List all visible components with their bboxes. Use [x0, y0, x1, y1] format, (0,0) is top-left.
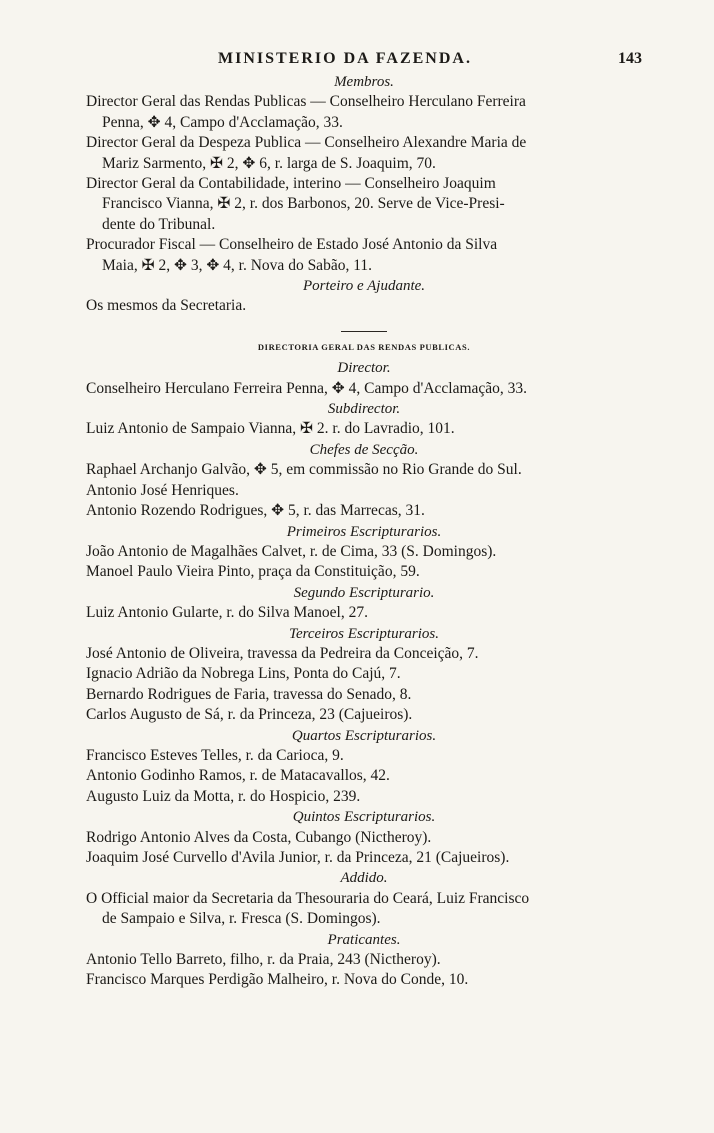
group-heading: Director.	[337, 360, 391, 377]
page-body	[86, 72, 642, 991]
person-line: José Antonio de Oliveira, travessa da Pedreira da Conceição, 7.	[86, 644, 479, 662]
group-heading: Segundo Escripturario.	[293, 584, 435, 601]
group-heading: Quartos Escripturarios.	[291, 727, 437, 744]
addido-entry	[86, 889, 642, 930]
group-heading: Primeiros Escripturarios.	[286, 523, 442, 540]
person-line: Francisco Esteves Telles, r. da Carioca, 9.	[86, 746, 344, 764]
group-heading: Terceiros Escripturarios.	[288, 625, 439, 642]
entry-line: Director Geral da Despeza Publica — Conselheiro Alexandre Maria de	[86, 134, 527, 152]
entry-line: Penna, ✥ 4, Campo d'Acclamação, 33.	[102, 113, 343, 131]
membro-entry	[86, 92, 642, 133]
entry-line: Director Geral da Contabilidade, interino — Conselheiro Joaquim	[86, 175, 496, 193]
person-line: Bernardo Rodrigues de Faria, travessa do Senado, 8.	[86, 685, 412, 703]
person-line: Joaquim José Curvello d'Avila Junior, r. da Princeza, 21 (Cajueiros).	[86, 849, 510, 867]
person-line: Conselheiro Herculano Ferreira Penna, ✥ 4, Campo d'Acclamação, 33.	[86, 379, 528, 397]
group-heading: Chefes de Secção.	[309, 441, 419, 458]
entry-line: dente do Tribunal.	[102, 215, 216, 233]
entry-line: Director Geral das Rendas Publicas — Conselheiro Herculano Ferreira	[86, 93, 526, 111]
person-line: Antonio Tello Barreto, filho, r. da Praia, 243 (Nictheroy).	[86, 951, 441, 969]
person-line: Manoel Paulo Vieira Pinto, praça da Constituição, 59.	[86, 563, 420, 581]
person-line: Antonio José Henriques.	[86, 481, 239, 499]
entry-line: Procurador Fiscal — Conselheiro de Estado José Antonio da Silva	[86, 236, 498, 254]
porteiro-heading: Porteiro e Ajudante.	[302, 278, 426, 295]
section-divider	[341, 331, 387, 332]
porteiro-text: Os mesmos da Secretaria.	[86, 297, 247, 315]
membro-entry	[86, 174, 642, 235]
page-number: 143	[618, 50, 642, 67]
person-line: Antonio Godinho Ramos, r. de Matacavallos, 42.	[86, 767, 390, 785]
person-line: de Sampaio e Silva, r. Fresca (S. Domingos).	[102, 910, 381, 928]
person-line: Carlos Augusto de Sá, r. da Princeza, 23 (Cajueiros).	[86, 706, 413, 724]
membros-heading: Membros.	[334, 74, 394, 90]
membro-entry	[86, 235, 642, 276]
group-heading: Subdirector.	[327, 401, 401, 418]
entry-line: Maia, ✠ 2, ✥ 3, ✥ 4, r. Nova do Sabão, 11.	[102, 256, 372, 274]
person-line: Luiz Antonio de Sampaio Vianna, ✠ 2. r. do Lavradio, 101.	[86, 420, 455, 438]
person-line: Augusto Luiz da Motta, r. do Hospicio, 239.	[86, 787, 361, 805]
entry-line: Francisco Vianna, ✠ 2, r. dos Barbonos, 20. Serve de Vice-Presi-	[102, 195, 505, 213]
person-line: Luiz Antonio Gularte, r. do Silva Manoel, 27.	[86, 604, 368, 622]
group-heading: Praticantes.	[327, 931, 401, 948]
person-line: Antonio Rozendo Rodrigues, ✥ 5, r. das Marrecas, 31.	[86, 502, 425, 520]
person-line: Rodrigo Antonio Alves da Costa, Cubango (Nictheroy).	[86, 828, 432, 846]
group-heading: Addido.	[340, 870, 388, 887]
group-heading: Quintos Escripturarios.	[292, 809, 436, 826]
person-line: Ignacio Adrião da Nobrega Lins, Ponta do Cajú, 7.	[86, 665, 401, 683]
membro-entry	[86, 133, 642, 174]
person-line: O Official maior da Secretaria da Thesouraria do Ceará, Luiz Francisco	[86, 889, 530, 907]
person-line: João Antonio de Magalhães Calvet, r. de Cima, 33 (S. Domingos).	[86, 542, 497, 560]
person-line: Raphael Archanjo Galvão, ✥ 5, em commissão no Rio Grande do Sul.	[86, 461, 522, 479]
running-title: MINISTERIO DA FAZENDA.	[218, 50, 472, 67]
directoria-title: DIRECTORIA GERAL DAS RENDAS PUBLICAS.	[257, 342, 471, 353]
entry-line: Mariz Sarmento, ✠ 2, ✥ 6, r. larga de S. Joaquim, 70.	[102, 154, 436, 172]
person-line: Francisco Marques Perdigão Malheiro, r. Nova do Conde, 10.	[86, 971, 469, 989]
running-header	[0, 50, 714, 74]
